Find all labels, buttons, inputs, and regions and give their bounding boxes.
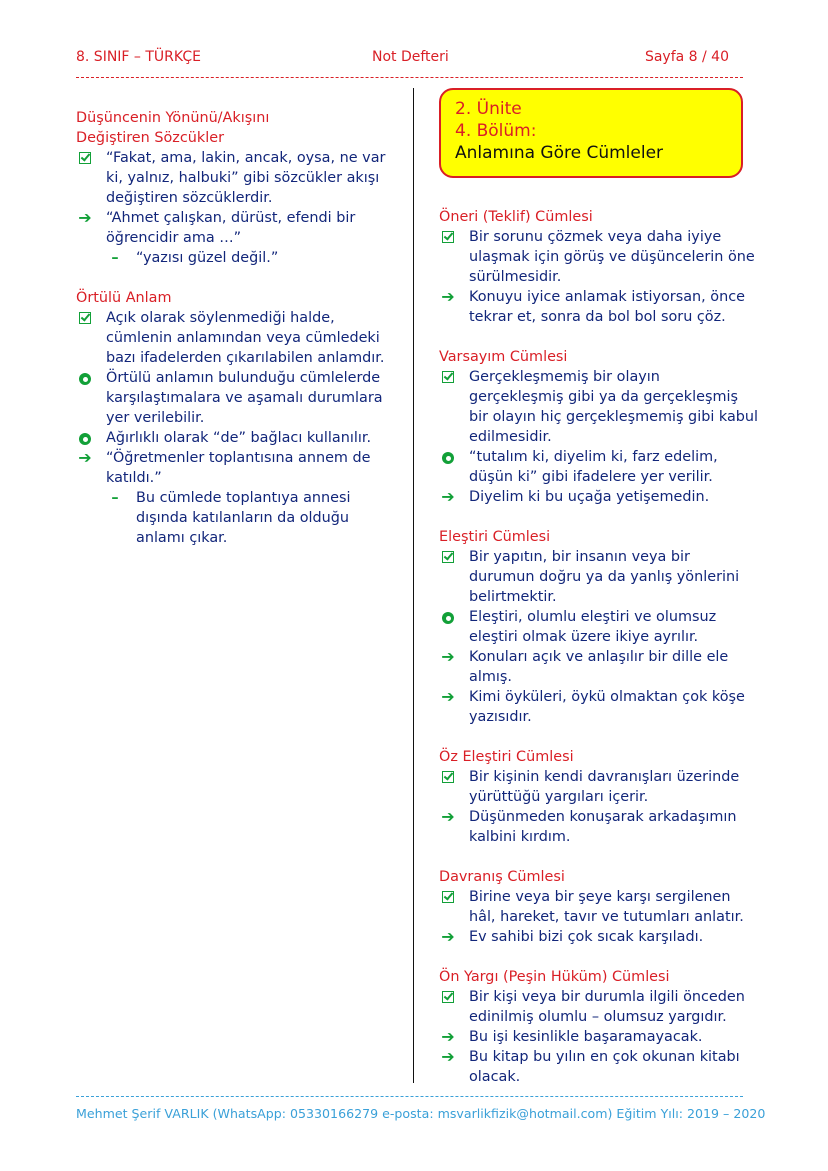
content-section (439, 967, 759, 1087)
check-icon (439, 767, 457, 787)
list-item (439, 987, 759, 1027)
dash-icon: – (111, 250, 119, 266)
list-item (439, 767, 759, 807)
header-subject: 8. SINIF – TÜRKÇE (76, 49, 201, 65)
header-page-number: Sayfa 8 / 40 (644, 49, 729, 65)
arrow-icon: ➔ (441, 1027, 455, 1046)
check-icon (439, 227, 457, 247)
list-item-text: Örtülü anlamın bulunduğu cümlelerde karşılaştımalara ve aşamalı durumlara yer verilebilir. (106, 370, 383, 426)
list-item (76, 448, 394, 488)
list-item-text: “Ahmet çalışkan, dürüst, efendi bir öğrencidir ama …” (106, 210, 356, 246)
section-heading: Eleştiri Cümlesi (439, 529, 551, 545)
right-column (439, 207, 759, 1107)
topic-title: Anlamına Göre Cümleler (455, 143, 664, 163)
page-header (76, 49, 743, 69)
list-item (439, 547, 759, 607)
arrow-icon: ➔ (78, 208, 92, 227)
section-heading: Varsayım Cümlesi (439, 349, 568, 365)
list-item (439, 287, 759, 327)
list-item-text: Ağırlıklı olarak “de” bağlacı kullanılır. (106, 430, 372, 446)
list-item-text: Diyelim ki bu uçağa yetişemedin. (469, 489, 710, 505)
header-title: Not Defteri (372, 49, 449, 65)
list-item-text: “yazısı güzel değil.” (136, 250, 279, 266)
section-heading: Ön Yargı (Peşin Hüküm) Cümlesi (439, 969, 670, 985)
list-item (76, 488, 394, 548)
list-item (439, 367, 759, 447)
list-item-text: Eleştiri, olumlu eleştiri ve olumsuz eleştiri olmak üzere ikiye ayrılır. (469, 609, 717, 645)
list-item-text: Bu cümlede toplantıya annesi dışında katılanların da olduğu anlamı çıkar. (136, 490, 351, 546)
column-divider (413, 88, 414, 1083)
content-section (439, 527, 759, 727)
list-item-text: Bir kişinin kendi davranışları üzerinde yürüttüğü yargıları içerir. (469, 769, 740, 805)
list-item-text: Birine veya bir şeye karşı sergilenen hâl, hareket, tavır ve tutumları anlatır. (469, 889, 744, 925)
list-item (439, 1027, 759, 1047)
list-item (76, 208, 394, 248)
gear-icon (76, 428, 94, 448)
content-section (439, 867, 759, 947)
list-item-text: Kimi öyküleri, öykü olmaktan çok köşe yazısıdır. (469, 689, 745, 725)
list-item (439, 1047, 759, 1087)
check-icon (76, 308, 94, 328)
check-icon (76, 148, 94, 168)
section-heading: Örtülü Anlam (76, 290, 172, 306)
list-item (76, 248, 394, 268)
list-item-text: Ev sahibi bizi çok sıcak karşıladı. (469, 929, 704, 945)
list-item-text: Bir sorunu çözmek veya daha iyiye ulaşmak için görüş ve düşüncelerin öne sürülmesidir. (469, 229, 755, 285)
arrow-icon: ➔ (441, 807, 455, 826)
check-icon (439, 547, 457, 567)
list-item-text: Bu kitap bu yılın en çok okunan kitabı olacak. (469, 1049, 740, 1085)
content-section (76, 288, 394, 548)
list-item (439, 807, 759, 847)
list-item (76, 428, 394, 448)
section-heading: Davranış Cümlesi (439, 869, 565, 885)
content-section (439, 347, 759, 507)
list-item-text: Bu işi kesinlikle başaramayacak. (469, 1029, 703, 1045)
header-divider (76, 77, 743, 78)
check-icon (439, 987, 457, 1007)
list-item-text: “Fakat, ama, lakin, ancak, oysa, ne var ki, yalnız, halbuki” gibi sözcükler akışı değiştiren sözcüklerdir. (106, 150, 386, 206)
list-item (439, 607, 759, 647)
section-heading: Değiştiren Sözcükler (76, 130, 224, 146)
list-item-text: Bir kişi veya bir durumla ilgili önceden edinilmiş olumlu – olumsuz yargıdır. (469, 989, 745, 1025)
page-footer: Mehmet Şerif VARLIK (WhatsApp: 05330166279 e-posta: msvarlikfizik@hotmail.com) Eğitim Yılı: 2019 – 2020 (76, 1106, 766, 1121)
list-item-text: Açık olarak söylenmediği halde, cümlenin anlamından veya cümledeki bazı ifadelerden çıkarılabilen anlamdır. (106, 310, 385, 366)
section-label: 4. Bölüm: (455, 121, 537, 141)
arrow-icon: ➔ (441, 927, 455, 946)
arrow-icon: ➔ (441, 487, 455, 506)
list-item (439, 647, 759, 687)
gear-icon (76, 368, 94, 388)
content-section (439, 747, 759, 847)
gear-icon (439, 607, 457, 627)
list-item (439, 447, 759, 487)
list-item-text: “tutalım ki, diyelim ki, farz edelim, düşün ki” gibi ifadelere yer verilir. (469, 449, 718, 485)
dash-icon: – (111, 490, 119, 506)
list-item (76, 148, 394, 208)
section-heading: Düşüncenin Yönünü/Akışını (76, 110, 270, 126)
content-section (439, 207, 759, 327)
arrow-icon: ➔ (441, 287, 455, 306)
arrow-icon: ➔ (441, 1047, 455, 1066)
list-item (439, 887, 759, 927)
footer-divider (76, 1096, 743, 1097)
section-heading: Öneri (Teklif) Cümlesi (439, 209, 593, 225)
list-item-text: Konuyu iyice anlamak istiyorsan, önce tekrar et, sonra da bol bol soru çöz. (469, 289, 745, 325)
list-item (76, 308, 394, 368)
list-item-text: Konuları açık ve anlaşılır bir dille ele almış. (469, 649, 729, 685)
gear-icon (439, 447, 457, 467)
list-item-text: Bir yapıtın, bir insanın veya bir durumun doğru ya da yanlış yönlerini belirtmektir. (469, 549, 740, 605)
list-item-text: Düşünmeden konuşarak arkadaşımın kalbini kırdım. (469, 809, 737, 845)
list-item (439, 227, 759, 287)
arrow-icon: ➔ (441, 647, 455, 666)
arrow-icon: ➔ (78, 448, 92, 467)
content-section (76, 108, 394, 268)
list-item (76, 368, 394, 428)
unit-label: 2. Ünite (455, 99, 522, 119)
left-column (76, 108, 394, 568)
section-heading: Öz Eleştiri Cümlesi (439, 749, 574, 765)
check-icon (439, 367, 457, 387)
list-item-text: Gerçekleşmemiş bir olayın gerçekleşmiş gibi ya da gerçekleşmiş bir olayın hiç gerçekleşmemiş gibi kabul edilmesidir. (469, 369, 759, 445)
list-item-text: “Öğretmenler toplantısına annem de katıldı.” (106, 450, 371, 486)
arrow-icon: ➔ (441, 687, 455, 706)
list-item (439, 487, 759, 507)
list-item (439, 927, 759, 947)
check-icon (439, 887, 457, 907)
unit-box (439, 88, 743, 178)
list-item (439, 687, 759, 727)
